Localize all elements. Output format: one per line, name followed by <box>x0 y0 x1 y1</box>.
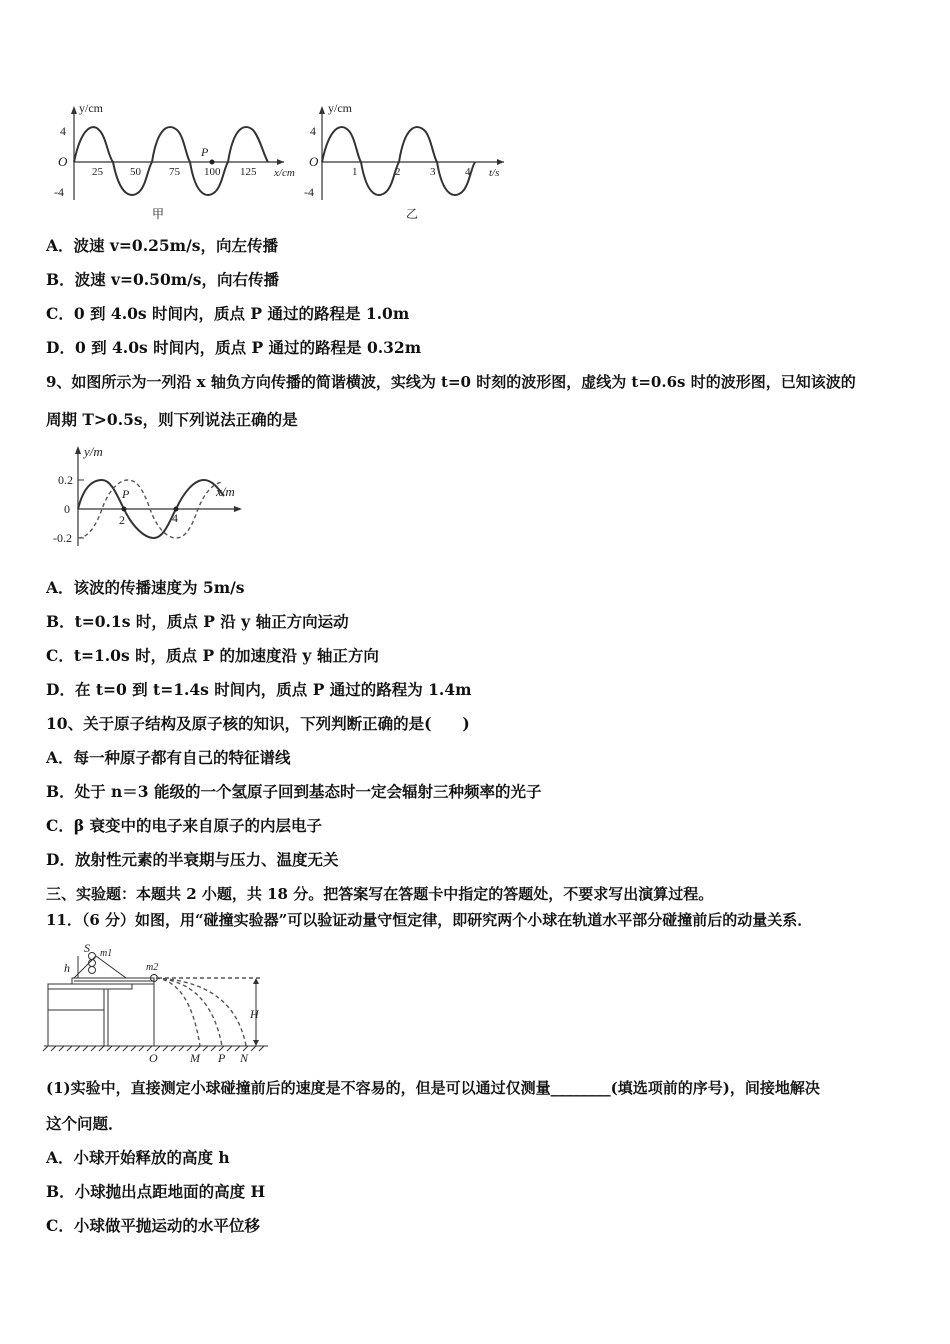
jia-y-label: y/cm <box>79 101 103 115</box>
q11-sub1-line1: (1)实验中，直接测定小球碰撞前后的速度是不容易的，但是可以通过仅测量________(填选项前的序号)，间接地解决 <box>46 1079 820 1097</box>
q11-stem: 11．（6 分）如图，用“碰撞实验器”可以验证动量守恒定律，即研究两个小球在轨道水平部分碰撞前后的动量关系． <box>46 911 813 929</box>
q10-option-c: C．β 衰变中的电子来自原子的内层电子 <box>46 816 323 835</box>
q9-y-label: y/m <box>84 444 103 459</box>
yi-y-pos: 4 <box>310 124 316 138</box>
yi-origin: O <box>309 154 319 169</box>
q9-tick-2: 2 <box>119 513 125 527</box>
jia-y-pos: 4 <box>60 124 66 138</box>
q10-option-b: B．处于 n＝3 能级的一个氢原子回到基态时一定会辐射三种频率的光子 <box>46 782 542 801</box>
label-m1: m1 <box>100 948 113 959</box>
yi-y-label: y/cm <box>328 101 352 115</box>
jia-caption: 甲 <box>152 207 165 221</box>
yi-tick-3: 3 <box>430 166 436 178</box>
q9-stem-line2: 周期 T>0.5s，则下列说法正确的是 <box>46 410 298 429</box>
label-m: M <box>190 1051 200 1065</box>
collision-apparatus-figure <box>40 938 280 1068</box>
q9-wave-figure <box>44 440 254 552</box>
label-o: O <box>149 1051 158 1065</box>
yi-y-neg: -4 <box>304 185 314 199</box>
section3-heading: 三、实验题：本题共 2 小题，共 18 分。把答案写在答题卡中指定的答题处，不要求写出演算过程。 <box>46 885 714 903</box>
q9-option-a: A．该波的传播速度为 5m/s <box>46 578 245 597</box>
jia-x-label: x/cm <box>274 167 295 179</box>
label-h: h <box>64 961 70 975</box>
q9-zero: 0 <box>64 502 70 516</box>
q8-option-c: C．0 到 4.0s 时间内，质点 P 通过的路程是 1.0m <box>46 304 410 323</box>
q8-option-d: D．0 到 4.0s 时间内，质点 P 通过的路程是 0.32m <box>46 338 422 357</box>
q10-stem: 10、关于原子结构及原子核的知识，下列判断正确的是( ) <box>46 714 470 733</box>
graph-yi <box>304 101 504 221</box>
q9-tick-4: 4 <box>172 511 178 525</box>
q8-option-a: A．波速 v=0.25m/s，向左传播 <box>46 236 278 255</box>
label-s: S <box>84 941 90 955</box>
jia-tick-100: 100 <box>204 166 221 178</box>
label-p: P <box>218 1051 226 1065</box>
yi-caption: 乙 <box>406 207 419 221</box>
q9-y-neg: -0.2 <box>53 531 72 545</box>
q9-option-d: D．在 t=0 到 t=1.4s 时间内，质点 P 通过的路程为 1.4m <box>46 680 472 699</box>
label-m2: m2 <box>146 962 159 973</box>
label-H: H <box>250 1007 259 1021</box>
jia-origin: O <box>58 154 68 169</box>
q10-option-d: D．放射性元素的半衰期与压力、温度无关 <box>46 850 339 869</box>
jia-tick-75: 75 <box>169 166 180 178</box>
q9-stem-line1: 9、如图所示为一列沿 x 轴负方向传播的简谐横波，实线为 t=0 时刻的波形图，虚线为 t=0.6s 时的波形图，已知该波的 <box>46 373 856 391</box>
yi-tick-1: 1 <box>352 166 358 178</box>
jia-tick-25: 25 <box>92 166 103 178</box>
q9-option-b: B．t=0.1s 时，质点 P 沿 y 轴正方向运动 <box>46 612 349 631</box>
graph-jia <box>54 101 295 221</box>
q10-option-a: A．每一种原子都有自己的特征谱线 <box>46 748 291 767</box>
yi-x-label: t/s <box>489 167 500 179</box>
label-n: N <box>240 1051 249 1065</box>
jia-y-neg: -4 <box>54 185 64 199</box>
q9-y-pos: 0.2 <box>58 473 73 487</box>
q11-option-c: C．小球做平抛运动的水平位移 <box>46 1216 260 1235</box>
yi-tick-4: 4 <box>465 166 471 178</box>
q11-option-a: A．小球开始释放的高度 h <box>46 1148 230 1167</box>
q9-point-p: P <box>122 487 130 501</box>
jia-point-p: P <box>201 145 209 159</box>
q8-option-b: B．波速 v=0.50m/s，向右传播 <box>46 270 280 289</box>
yi-tick-2: 2 <box>395 166 401 178</box>
wave-graphs-jia-yi <box>44 100 514 225</box>
q11-sub1-line2: 这个问题． <box>46 1114 124 1133</box>
jia-tick-50: 50 <box>130 166 141 178</box>
q9-option-c: C．t=1.0s 时，质点 P 的加速度沿 y 轴正方向 <box>46 646 379 665</box>
jia-tick-125: 125 <box>240 166 257 178</box>
q9-x-label: x/m <box>216 484 235 499</box>
q11-option-b: B．小球抛出点距地面的高度 H <box>46 1182 266 1201</box>
